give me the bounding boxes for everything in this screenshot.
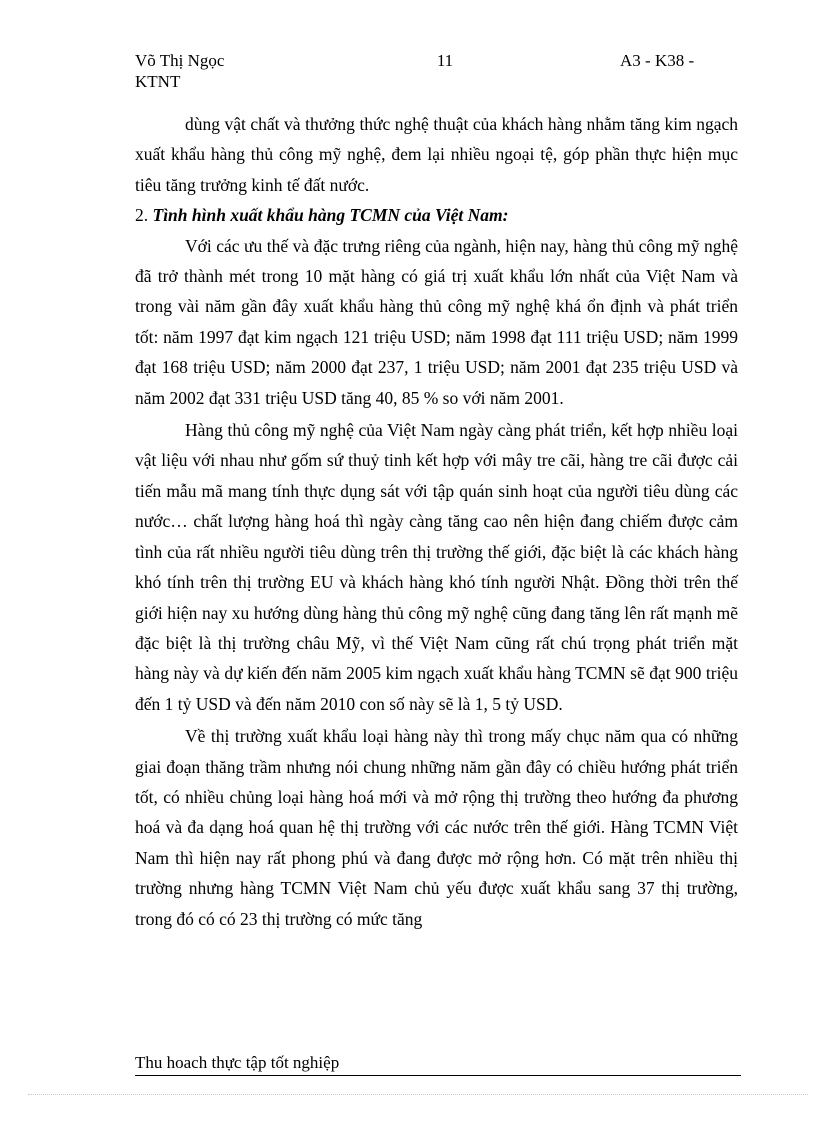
paragraph-product-development: Hàng thủ công mỹ nghệ của Việt Nam ngày càng phát triển, kết hợp nhiều loại vật liệu với nhau như gốm sứ thuỷ tinh kết hợp với mây tre cãi, hàng tre cãi được cải tiến mẫu mã mang tính thực dụng sát với tập quán sinh hoạt của người tiêu dùng các nước… chất lượng hàng hoá thì ngày càng tăng cao nên hiện đang chiếm được cảm tình của rất nhiều người tiêu dùng trên thị trường thế giới, đặc biệt là các khách hàng khó tính trên thị trường EU và khách hàng khó tính người Nhật. Đồng thời trên thế giới hiện nay xu hướng dùng hàng thủ công mỹ nghệ cũng đang tăng lên rất mạnh mẽ đặc biệt là thị trường châu Mỹ, vì thế Việt Nam cũng rất chú trọng phát triển mặt hàng này và dự kiến đến năm 2005 kim ngạch xuất khẩu hàng TCMN sẽ đạt 900 triệu đến 1 tỷ USD và đến năm 2010 con số này sẽ là 1, 5 tỷ USD.: [135, 420, 738, 714]
section-title: Tình hình xuất khẩu hàng TCMN của Việt Nam:: [152, 205, 509, 226]
page-footer: Thu hoach thực tập tốt nghiệp: [135, 1052, 741, 1076]
page-bottom-divider: [28, 1094, 808, 1095]
section-number: 2.: [135, 205, 149, 226]
paragraph-intro: dùng vật chất và thưởng thức nghệ thuật của khách hàng nhằm tăng kim ngạch xuất khẩu hàng thủ công mỹ nghệ, đem lại nhiều ngoại tệ, góp phần thực hiện mục tiêu tăng trưởng kinh tế đất nước.: [135, 114, 738, 195]
document-body: [135, 109, 738, 934]
header-class-code: A3 - K38 -: [620, 51, 695, 70]
section-heading: [135, 200, 738, 230]
paragraph-export-figures: Với các ưu thế và đặc trưng riêng của ngành, hiện nay, hàng thủ công mỹ nghệ đã trở thành mét trong 10 mặt hàng có giá trị xuất khẩu lớn nhất của Việt Nam và trong vài năm gần đây xuất khẩu hàng thủ công mỹ nghệ khá ổn định và phát triển tốt: năm 1997 đạt kim ngạch 121 triệu USD; năm 1998 đạt 111 triệu USD; năm 1999 đạt 168 triệu USD; năm 2000 đạt 237, 1 triệu USD; năm 2001 đạt 235 triệu USD và năm 2002 đạt 331 triệu USD tăng 40, 85 % so với năm 2001.: [135, 235, 738, 408]
header-page-number: 11: [436, 51, 454, 70]
header-author: Võ Thị Ngọc KTNT: [135, 51, 225, 91]
page-header: [135, 50, 741, 94]
paragraph-export-markets: Về thị trường xuất khẩu loại hàng này thì trong mấy chục năm qua có những giai đoạn thăng trầm nhưng nói chung những năm gần đây có chiều hướng phát triển tốt, có nhiều chủng loại hàng hoá mới và mở rộng thị trường theo hướng đa phương hoá và đa dạng hoá quan hệ thị trường với các nước trên thế giới. Hàng TCMN Việt Nam thì hiện nay rất phong phú và đang được mở rộng hơn. Có mặt trên nhiều thị trường nhưng hàng TCMN Việt Nam chủ yếu được xuất khẩu sang 37 thị trường, trong đó có có 23 thị trường có mức tăng: [135, 726, 738, 929]
